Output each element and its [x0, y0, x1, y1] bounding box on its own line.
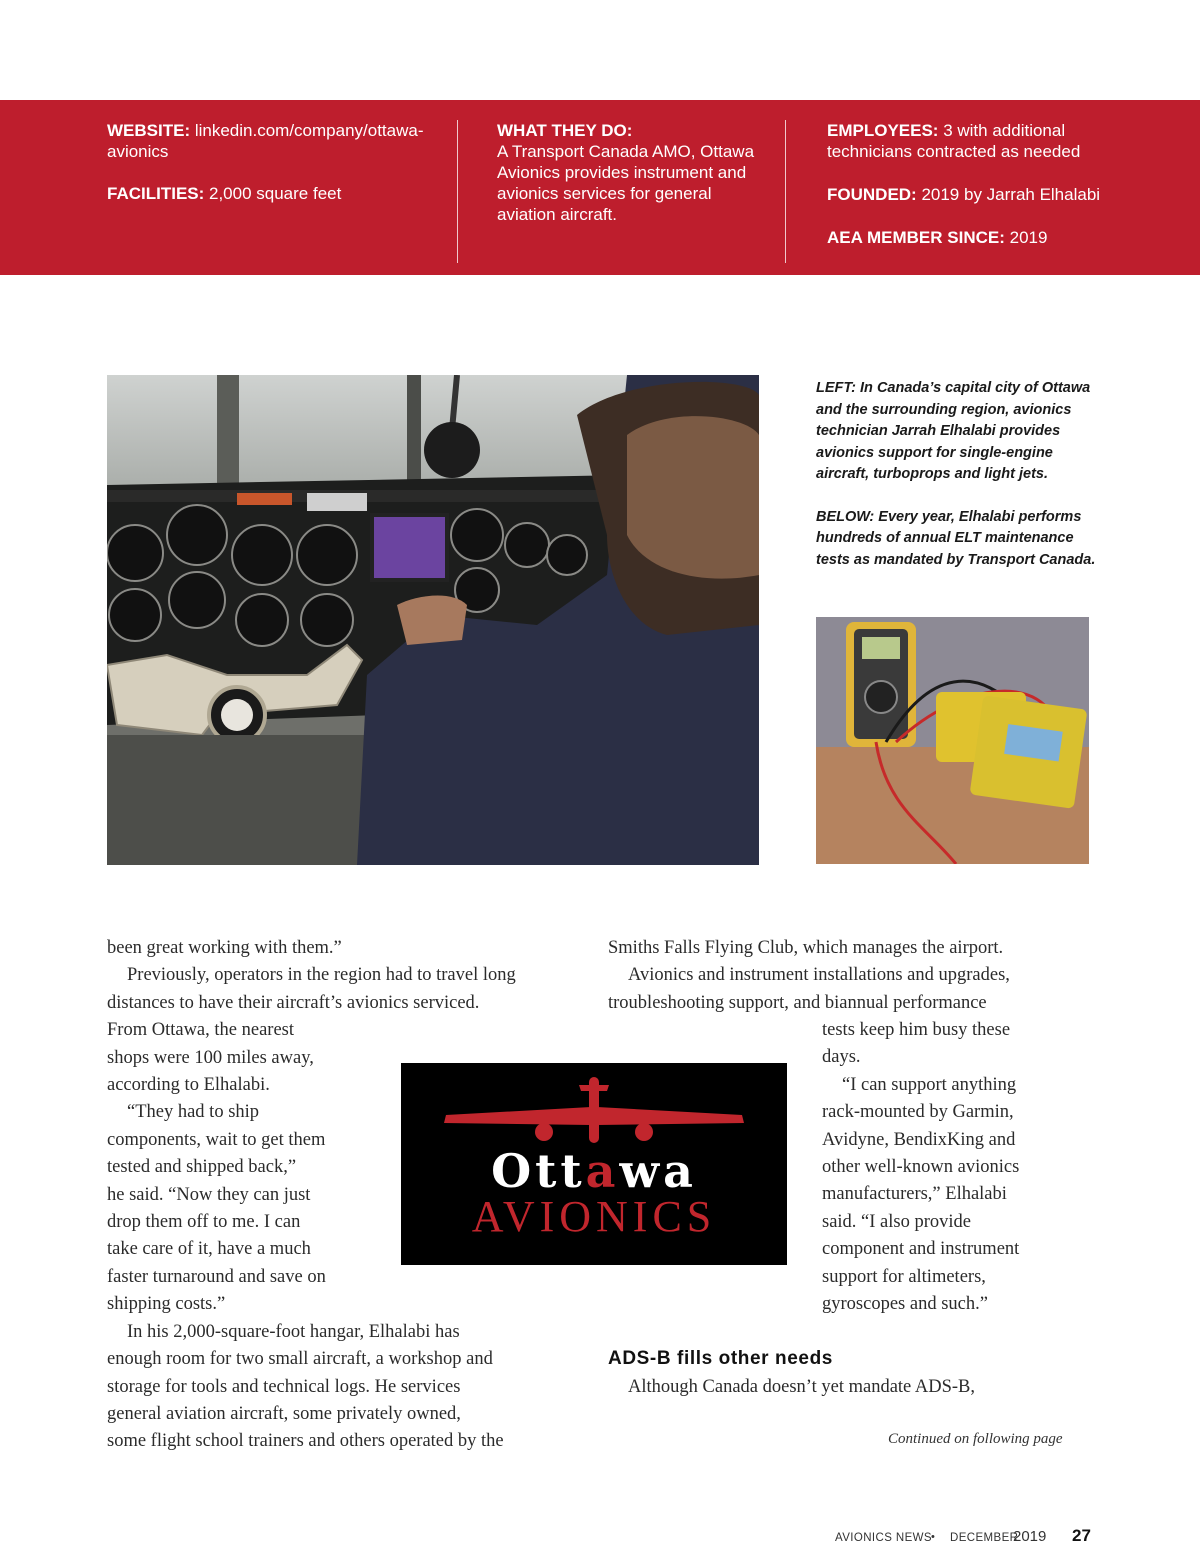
text-line: manufacturers,” Elhalabi [822, 1184, 1007, 1205]
text-line: From Ottawa, the nearest [107, 1020, 294, 1041]
photo-caption [816, 378, 1106, 592]
facilities-line [107, 183, 437, 204]
text-line: days. [822, 1047, 861, 1068]
website-value: linkedin.com/company/ottawa-avionics [107, 121, 424, 161]
text-line: general aviation aircraft, some privately owned, [107, 1403, 461, 1424]
text-line: been great working with them.” [107, 938, 342, 958]
logo-wa: wa [619, 1144, 697, 1198]
what-value: A Transport Canada AMO, Ottawa Avionics provides instrument and avionics services for general aviation aircraft. [497, 142, 755, 224]
banner-divider [457, 120, 458, 263]
text-line: support for altimeters, [822, 1266, 986, 1287]
text-line: component and instrument [822, 1239, 1020, 1260]
employees-line [827, 120, 1127, 162]
founded-line [827, 184, 1127, 205]
footer-year: 2019 [1013, 1528, 1047, 1545]
employees-label: EMPLOYEES: [827, 121, 939, 140]
website-label: WEBSITE: [107, 121, 191, 140]
member-line [827, 227, 1127, 248]
continued-note: Continued on following page [888, 1431, 1063, 1447]
text-line: faster turnaround and save on [107, 1266, 326, 1287]
text-line: drop them off to me. I can [107, 1212, 301, 1233]
text-line: storage for tools and technical logs. He services [107, 1376, 461, 1397]
banner-col-what [497, 120, 772, 225]
footer-publication: AVIONICS NEWS [835, 1532, 932, 1544]
facilities-label: FACILITIES: [107, 184, 205, 203]
text-line: Previously, operators in the region had to travel long [127, 965, 516, 986]
text-line: according to Elhalabi. [107, 1075, 270, 1096]
page-number: 27 [1072, 1526, 1091, 1545]
text-line: tested and shipped back,” [107, 1157, 297, 1178]
founded-value: 2019 by Jarrah Elhalabi [916, 185, 1101, 204]
info-banner [0, 100, 1200, 275]
text-line: Avionics and instrument installations and upgrades, [628, 965, 1010, 986]
logo-avionics: AVIONICS [471, 1192, 717, 1241]
banner-col-employees [827, 120, 1127, 248]
text-line: gyroscopes and such.” [822, 1294, 988, 1315]
facilities-value: 2,000 square feet [204, 184, 342, 203]
text-line: take care of it, have a much [107, 1239, 311, 1260]
text-line: distances to have their aircraft’s avionics serviced. [107, 992, 480, 1013]
founded-label: FOUNDED: [827, 185, 917, 204]
member-value: 2019 [1004, 228, 1048, 247]
text-line: said. “I also provide [822, 1211, 971, 1232]
airplane-icon [444, 1077, 744, 1143]
text-line: enough room for two small aircraft, a workshop and [107, 1349, 493, 1370]
text-line: Avidyne, BendixKing and [822, 1129, 1016, 1150]
text-line: tests keep him busy these [822, 1020, 1011, 1040]
text-line: shops were 100 miles away, [107, 1047, 314, 1068]
cockpit-photo [107, 375, 759, 865]
text-line: some flight school trainers and others operated by the [107, 1431, 504, 1452]
employees-value: 3 with additional technicians contracted as needed [827, 121, 1081, 161]
banner-divider [785, 120, 786, 263]
text-line: he said. “Now they can just [107, 1184, 311, 1205]
article-after-subhead [608, 1374, 1088, 1401]
text-line: shipping costs.” [107, 1294, 226, 1315]
ottawa-avionics-logo [401, 1063, 787, 1265]
member-label: AEA MEMBER SINCE: [827, 228, 1005, 247]
text-line: troubleshooting support, and biannual performance [608, 992, 987, 1013]
banner-col-website [107, 120, 437, 204]
footer-month: DECEMBER [950, 1532, 1019, 1544]
text-line: components, wait to get them [107, 1129, 326, 1150]
what-label: WHAT THEY DO: [497, 121, 633, 140]
footer-bullet: • [931, 1531, 935, 1543]
website-line [107, 120, 437, 162]
text-line: Although Canada doesn’t yet mandate ADS-B, [628, 1377, 975, 1397]
text-line: “They had to ship [127, 1102, 260, 1123]
text-line: “I can support anything [842, 1074, 1017, 1095]
svg-text:Ottawa [491, 1144, 697, 1198]
text-line: other well-known avionics [822, 1157, 1020, 1178]
caption-below: BELOW: Every year, Elhalabi performs hundreds of annual ELT maintenance tests as mandated by Transport Canada. [816, 508, 1096, 568]
text-line: In his 2,000-square-foot hangar, Elhalabi has [127, 1321, 460, 1342]
logo-ott: Ott [491, 1144, 586, 1198]
elt-test-photo [816, 617, 1089, 864]
logo-a: a [585, 1144, 620, 1198]
article-right-top [608, 935, 1088, 1017]
text-line: rack-mounted by Garmin, [822, 1102, 1014, 1123]
caption-left: LEFT: In Canada’s capital city of Ottawa and the surrounding region, avionics technician Jarrah Elhalabi provides avionics support for single-engine aircraft, turboprops and light jets. [816, 380, 1091, 482]
text-line: Smiths Falls Flying Club, which manages the airport. [608, 938, 1004, 958]
section-subhead: ADS-B fills other needs [608, 1348, 833, 1369]
article-right-narrow [822, 1017, 1092, 1318]
